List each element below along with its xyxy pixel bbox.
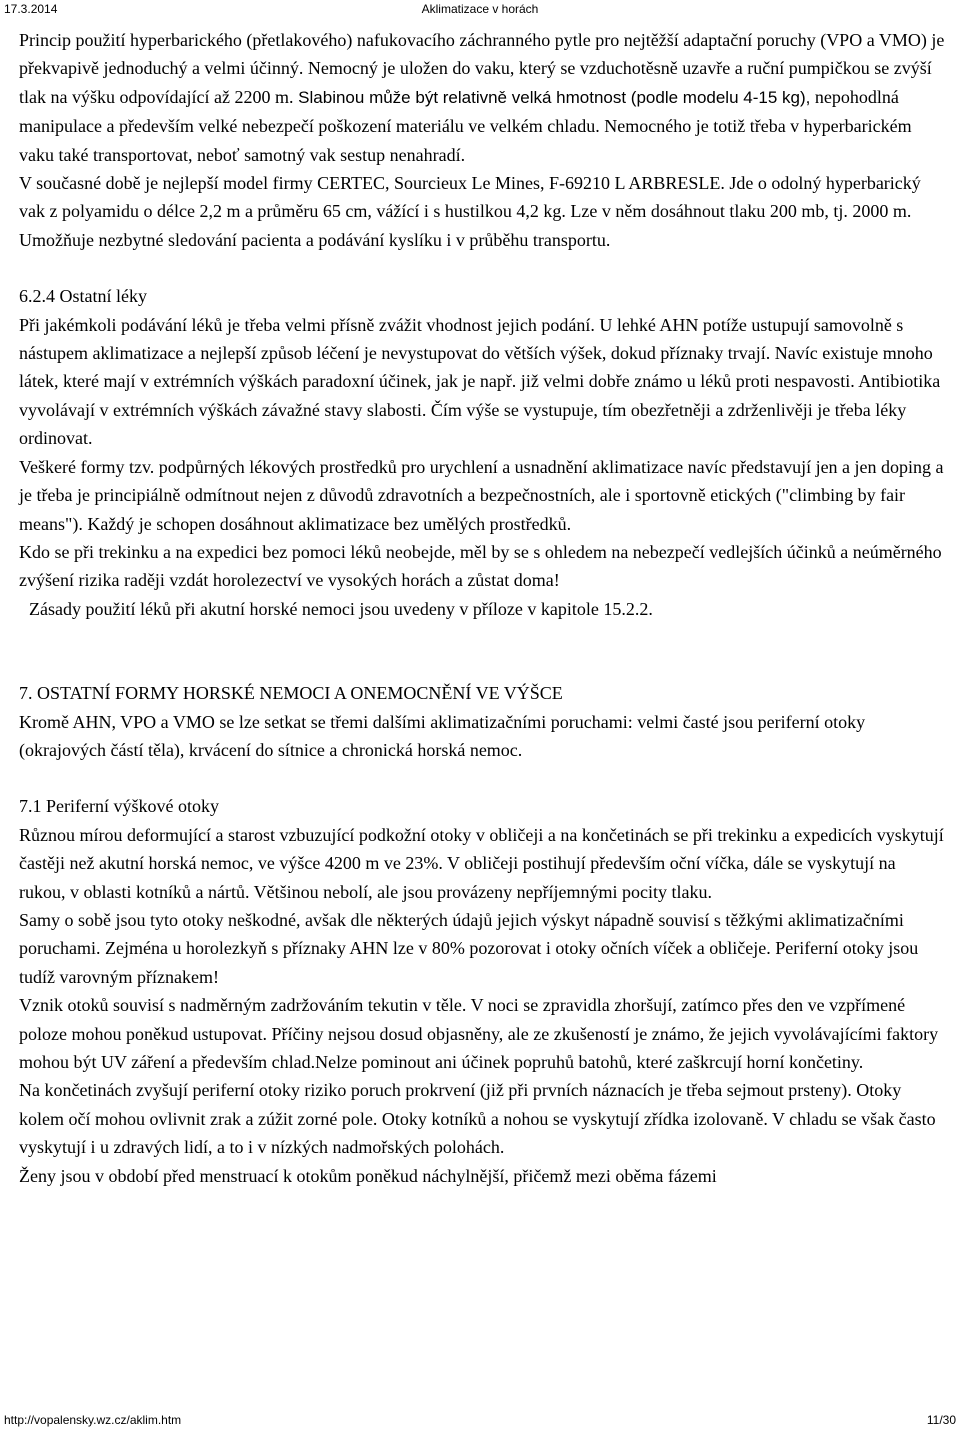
paragraph: Veškeré formy tzv. podpůrných lékových prostředků pro urychlení a usnadnění aklimatizace navíc představují jen a jen doping a je třeba je principiálně odmítnout nejen z důvodů zdravotních a bezpečnostních, ale i sportovně etických ("climbing by fair means"). Každý je schopen dosáhnout aklimatizace bez umělých prostředků.: [19, 456, 944, 534]
paragraph: Vznik otoků souvisí s nadměrným zadržováním tekutin v těle. V noci se zpravidla zhoršují, zatímco přes den ve vzpřímené poloze mohou poněkud ustupovat. Příčiny nejsou dosud objasněny, ale ze zkušeností je známo, že jejich vyvolávajícími faktory mohou být UV záření a především chlad.Nelze pominout ani účinek popruhů batohů, které zaškrcují horní končetiny.: [19, 995, 939, 1072]
source-url: http://vopalensky.wz.cz/aklim.htm: [4, 1413, 182, 1427]
paragraph-text-sans: Slabinou může být relativně velká hmotnost (podle modelu 4-15 kg),: [293, 87, 811, 107]
paragraph: Kromě AHN, VPO a VMO se lze setkat se třemi dalšími aklimatizačními poruchami: velmi časté jsou periferní otoky (okrajových částí těla), krvácení do sítnice a chronická horská nemoc.: [19, 711, 866, 760]
paragraph: Různou mírou deformující a starost vzbuzující podkožní otoky v obličeji a na končetinách se při trekinku a expedicích vyskytují častěji než akutní horská nemoc, ve výšce 4200 m ve 23%. V obličeji postihují především oční víčka, dále se vyskytují na rukou, v oblasti kotníků a nártů. Většinou nebolí, ale jsou provázeny nepříjemnými pocity tlaku.: [19, 824, 944, 902]
document-body: [19, 26, 945, 1190]
page-header: [0, 0, 960, 20]
spacer: [19, 254, 945, 282]
page-number: 11/30: [926, 1413, 956, 1427]
paragraph-text: nepohodlná manipulace a především velké nebezpečí poškození materiálu ve velkém chladu. Nemocného je totiž třeba v hyperbarickém vaku také transportovat, neboť samotný vak sestup nenahradí.: [19, 86, 912, 165]
spacer: [19, 623, 945, 679]
paragraph: Zásady použití léků při akutní horské nemoci jsou uvedeny v příloze v kapitole 15.2.2.: [29, 598, 653, 619]
paragraph: Samy o sobě jsou tyto otoky neškodné, avšak dle některých údajů jejich výskyt nápadně souvisí s těžkými aklimatizačními poruchami. Zejména u horolezkyň s příznaky AHN lze v 80% pozorovat i otoky očních víček a obličeje. Periferní otoky jsou tudíž varovným příznakem!: [19, 909, 919, 987]
paragraph: Ženy jsou v období před menstruací k otokům poněkud náchylnější, přičemž mezi oběma fázemi: [19, 1165, 717, 1186]
page-footer: [0, 1410, 960, 1430]
section-heading-7: 7. OSTATNÍ FORMY HORSKÉ NEMOCI A ONEMOCNĚNÍ VE VÝŠCE: [19, 683, 563, 704]
section-heading-6-2-4: 6.2.4 Ostatní léky: [19, 286, 147, 307]
section-heading-7-1: 7.1 Periferní výškové otoky: [19, 796, 219, 817]
page-title: Aklimatizace v horách: [421, 2, 539, 16]
paragraph: Na končetinách zvyšují periferní otoky riziko poruch prokrvení (již při prvních náznacích je třeba sejmout prsteny). Otoky kolem očí mohou ovlivnit zrak a zúžit zorné pole. Otoky kotníků a nohou se vyskytují zřídka izolovaně. V chladu se však často vyskytují i u zdravých lidí, a to i v nízkých nadmořských polohách.: [19, 1080, 936, 1158]
paragraph: Kdo se při trekinku a na expedici bez pomoci léků neobejde, měl by se s ohledem na nebezpečí vedlejších účinků a neúměrného zvýšení rizika raději vzdát horolezectví ve vysokých horách a zůstat doma!: [19, 541, 942, 591]
spacer: [19, 764, 945, 792]
paragraph: [19, 26, 945, 169]
print-date: 17.3.2014: [4, 2, 58, 16]
paragraph: Při jakémkoli podávání léků je třeba velmi přísně zvážit vhodnost jejich podání. U lehké AHN potíže ustupují samovolně s nástupem aklimatizace a nejlepší způsob léčení je nevystupovat do větších výšek, dokud příznaky trvají. Navíc existuje mnoho látek, které mají v extrémních výškách paradoxní účinek, jak je např. již velmi dobře známo u léků proti nespavosti. Antibiotika vyvolávají v extrémních výškách závažné stavy slabosti. Čím výše se vystupuje, tím obezřetněji a zdrženlivěji je třeba léky ordinovat.: [19, 314, 941, 449]
paragraph: V současné době je nejlepší model firmy CERTEC, Sourcieux Le Mines, F-69210 L ARBRESLE. Jde o odolný hyperbarický vak z polyamidu o délce 2,2 m a průměru 65 cm, vážící i s hustilkou 4,2 kg. Lze v něm dosáhnout tlaku 200 mb, tj. 2000 m. Umožňuje nezbytné sledování pacienta a podávání kyslíku i v průběhu transportu.: [19, 173, 921, 250]
paragraph-text: Princip použití hyperbarického (přetlakového) nafukovacího záchranného pytle pro nejtěžší adaptační poruchy (VPO a VMO) je překvapivě jednoduchý a velmi účinný. Nemocný je uložen do vaku, který se vzduchotěsně uzavře a ruční pumpičkou se zvýší tlak na výšku odpovídající až 2200 m.: [19, 30, 945, 107]
